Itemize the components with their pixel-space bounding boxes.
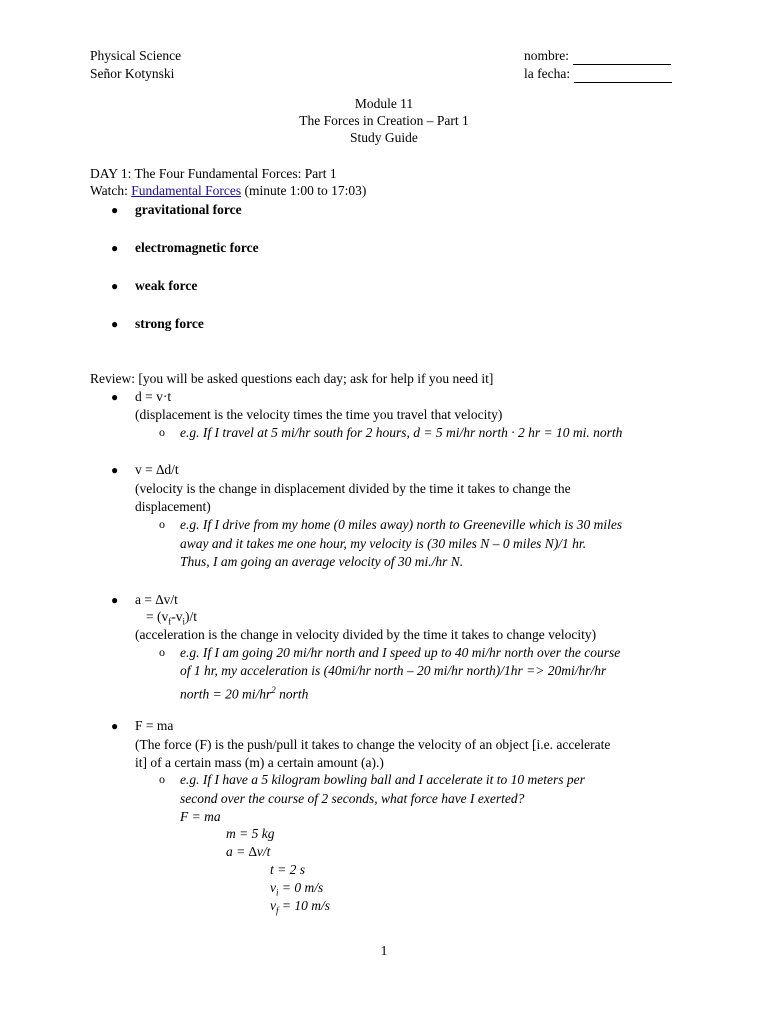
formula-part: )/t — [185, 609, 197, 624]
module-subtitle: The Forces in Creation – Part 1 — [299, 113, 469, 128]
example-displacement: e.g. If I travel at 5 mi/hr south for 2 hours, d = 5 mi/hr north · 2 hr = 10 mi. north — [180, 425, 623, 440]
example-force-2: second over the course of 2 seconds, what force have I exerted? — [180, 791, 525, 806]
formula-acceleration: a = ∆v/t — [135, 592, 178, 607]
desc-force-1: (The force (F) is the push/pull it takes to change the velocity of an object [i.e. accelerate — [135, 737, 611, 752]
work-sub: f — [276, 905, 279, 916]
example-force-1: e.g. If I have a 5 kilogram bowling ball and I accelerate it to 10 meters per — [180, 772, 585, 787]
course-name: Physical Science — [90, 48, 182, 63]
work-time: t = 2 s — [270, 862, 305, 877]
work-sub: i — [276, 887, 279, 898]
formula-part: -v — [171, 609, 183, 624]
work-part: v — [270, 898, 276, 913]
bullet-icon: ● — [111, 203, 119, 217]
example-part: north = 20 mi/hr — [180, 686, 272, 702]
day1-heading: DAY 1: The Four Fundamental Forces: Part 1 — [90, 166, 337, 181]
formula-sub: f — [168, 616, 172, 627]
review-intro: Review: [you will be asked questions each day; ask for help if you need it] — [90, 371, 494, 386]
force-item: weak force — [135, 278, 198, 293]
force-item: gravitational force — [135, 202, 242, 217]
example-acceleration-2: of 1 hr, my acceleration is (40mi/hr north – 20 mi/hr north)/1hr => 20mi/hr/hr — [180, 663, 607, 678]
work-final-velocity — [270, 897, 330, 920]
watch-line — [90, 182, 366, 200]
force-item: electromagnetic force — [135, 240, 259, 255]
teacher-name: Señor Kotynski — [90, 66, 175, 81]
bullet-icon: ● — [111, 279, 119, 293]
bullet-icon: ● — [111, 463, 119, 477]
module-title: Module 11 — [354, 96, 414, 111]
date-label: la fecha: — [524, 66, 571, 81]
work-force-formula: F = ma — [180, 809, 221, 824]
formula-part: = (v — [146, 609, 169, 624]
sub-bullet-icon: o — [159, 772, 165, 786]
name-blank — [573, 51, 671, 65]
example-velocity-1: e.g. If I drive from my home (0 miles away) north to Greeneville which is 30 miles — [180, 517, 623, 532]
sub-bullet-icon: o — [159, 645, 165, 659]
bullet-icon: ● — [111, 593, 119, 607]
example-velocity-2: away and it takes me one hour, my velocity is (30 miles N – 0 miles N)/1 hr. — [180, 536, 587, 551]
bullet-icon: ● — [111, 719, 119, 733]
bullet-icon: ● — [111, 390, 119, 404]
name-field — [524, 47, 671, 65]
formula-force: F = ma — [135, 718, 174, 733]
formula-displacement: d = v·t — [135, 389, 172, 404]
work-part: = 10 m/s — [278, 898, 331, 913]
force-item: strong force — [135, 316, 204, 331]
example-acceleration-3 — [180, 681, 308, 704]
watch-label: Watch: — [90, 183, 128, 198]
desc-velocity-1: (velocity is the change in displacement divided by the time it takes to change the — [135, 481, 571, 496]
bullet-icon: ● — [111, 317, 119, 331]
example-acceleration-1: e.g. If I am going 20 mi/hr north and I speed up to 40 mi/hr north over the course — [180, 645, 621, 660]
formula-sub: i — [182, 616, 185, 627]
example-part: north — [275, 686, 309, 702]
work-mass: m = 5 kg — [226, 826, 275, 841]
desc-acceleration: (acceleration is the change in velocity divided by the time it takes to change velocity) — [135, 627, 597, 642]
watch-time: (minute 1:00 to 17:03) — [244, 183, 367, 198]
desc-force-2: it] of a certain mass (m) a certain amount (a).) — [135, 755, 384, 770]
name-label: nombre: — [524, 48, 569, 63]
page-number: 1 — [380, 943, 388, 958]
sub-bullet-icon: o — [159, 425, 165, 439]
fundamental-forces-link[interactable]: Fundamental Forces — [131, 183, 242, 198]
work-part: = 0 m/s — [278, 880, 324, 895]
date-field — [524, 65, 672, 83]
desc-velocity-2: displacement) — [135, 499, 211, 514]
work-part: v — [270, 880, 276, 895]
example-sup: 2 — [271, 685, 276, 695]
desc-displacement: (displacement is the velocity times the time you travel that velocity) — [135, 407, 503, 422]
sub-bullet-icon: o — [159, 517, 165, 531]
formula-velocity: v = ∆d/t — [135, 462, 179, 477]
date-blank — [574, 69, 672, 83]
study-guide-title: Study Guide — [350, 130, 418, 145]
work-acceleration: a = ∆v/t — [226, 844, 271, 859]
bullet-icon: ● — [111, 241, 119, 255]
example-velocity-3: Thus, I am going an average velocity of 30 mi./hr N. — [180, 554, 464, 569]
